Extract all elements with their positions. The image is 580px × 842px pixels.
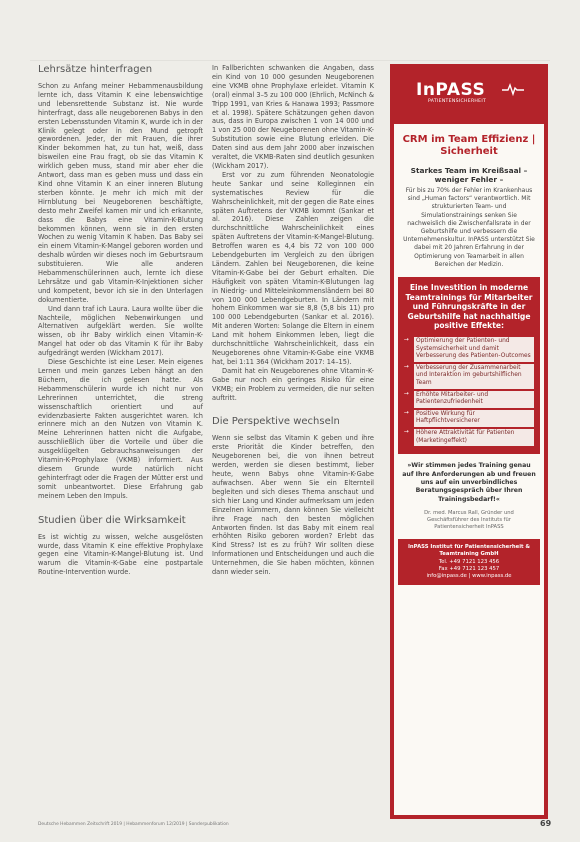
arrow-icon: → xyxy=(404,337,409,343)
top-rule xyxy=(30,60,550,61)
middle-column xyxy=(212,64,374,577)
company-name: InPASS Institut für Patientensicherheit & Teamtraining GmbH xyxy=(407,544,531,558)
page-number: 69 xyxy=(540,819,552,828)
inpass-logo: InPASS xyxy=(416,80,486,100)
list-item: → Positive Wirkung für Haftpflichtversicherer xyxy=(404,410,534,427)
list-item: → Optimierung der Patienten- und Systemsicherheit und damit Verbesserung des Patienten-Outcomes xyxy=(404,337,534,362)
paragraph: In Fallberichten schwanken die Angaben, dass ein Kind von 10 000 gesunden Neugeborenen eine VKMB ohne Prophylaxe erleidet. Vitamin K (oral) einmal 3–5 zu 100 000 (Ehrlich, McNinch & Tripp 1991, van Kries & Hanawa 1993; Passmore et al. 1998). Spätere Schätzungen gehen davon aus, dass in Europa zwischen 1 von 14 000 und 1 von 25 000 der Neugeborenen ohne Vitamin-K-Substitution sowie eine Blutung erleiden. Die Daten sind aus dem Jahr 2000 aber inzwischen veraltet, die VKMB-Raten sind deutlich gesunken (Wickham 2017). xyxy=(212,64,374,170)
logo-subtitle: PATIENTENSICHERHEIT xyxy=(428,99,487,104)
ad-body-text: Für bis zu 70% der Fehler im Krankenhaus sind „Human factors“ verantwortlich. Mit strukturierten Team- und Simulationstrainings senken Sie nachweislich die Zwischenfallsrate in der Geburtshilfe und verbessern die Unternehmenskultur. InPASS unterstützt Sie dabei mit 20 Jahren Erfahrung in der Optimierung von Teamarbeit in allen Bereichen der Medizin. xyxy=(403,187,535,268)
list-item: → Erhöhte Mitarbeiter- und Patientenzufriedenheit xyxy=(404,391,534,408)
inpass-advertisement xyxy=(390,64,548,819)
arrow-icon: → xyxy=(404,428,409,435)
section-heading-studien: Studien über die Wirksamkeit xyxy=(38,514,186,526)
section-heading-lehrsaetze: Lehrsätze hinterfragen xyxy=(38,64,153,75)
paragraph: Damit hat ein Neugeborenes ohne Vitamin-K-Gabe nur noch ein geringes Risiko für eine VKMB; ein Problem zu vermeiden, die nur selten auftritt. xyxy=(212,366,374,402)
contact-line[interactable]: info@inpass.de | www.inpass.de xyxy=(426,572,512,579)
benefits-heading: Eine Investition in moderne Teamtrainings für Mitarbeiter und Führungskräfte in der Geburtshilfe hat nachhaltige positive Effekte: xyxy=(405,283,533,331)
paragraph: Wenn sie selbst das Vitamin K geben und ihre erste Priorität die Kinder betreffen, den Neugeborenen bei, die von ihnen betreut werden, werden sie diesen bestimmt, lieber heute, wenn Babys ohne Vitamin-K-Gabe aufwachsen. Aber wenn Sie ein Elternteil begleiten und sich dieses Thema anschaut und sich hier Lang und Kinder aufmerksam um jeden Einzelnen kümmern, dann können Sie vielleicht ihre Frage nach den besten möglichen Antworten finden. Ist das Baby mit einem real erhöhten Risiko geboren worden? Erlebt das Kind Stress? Ist es zu früh? Wir sollten diese Informationen und Entscheidungen und auch die Unternehmen, die Sie haben möchten, können dann wieder sein. xyxy=(212,434,374,577)
ad-benefits-box xyxy=(398,277,540,454)
ad-subtitle: Starkes Team im Kreißsaal – weniger Fehler – xyxy=(410,166,528,184)
contact-line: Tel. +49 7121 123 456 xyxy=(438,558,500,565)
left-column xyxy=(38,64,203,577)
arrow-icon: → xyxy=(404,390,409,397)
heartbeat-icon xyxy=(502,82,524,96)
section-heading-perspektive: Die Perspektive wechseln xyxy=(212,416,340,428)
page-footer-source: Deutsche Hebammen Zeitschrift 2019 | Hebammenforum 12/2019 | Sonderpublikation xyxy=(38,822,229,827)
benefits-list xyxy=(404,337,534,446)
arrow-icon: → xyxy=(404,363,409,370)
paragraph: Erst vor zu zum führenden Neonatologie heute Sankar und seine Kolleginnen ein systematisches Review für die Wahrscheinlichkeit, mit der gegen die Rate eines späten Auftretens der VKMB kommt (Sankar et al. 2016). Diese Zahlen zeigen die durchschnittliche Wahrscheinlichkeit eines späten Auftretens der Vitamin-K-Mangel-Blutung. Betroffen waren es 4,4 bis 72 von 100 000 Lebendgeburten im Vergleich zu den übrigen Ländern. Zahlen bei Neugeborenen, die keine Vitamin-K-Gabe bei der Geburt erhalten. Die Häufigkeit von späten Vitamin-K-Blutungen lag in Niedrig- und Mitteleinkommensländern bei 80 von 100 000 Lebendgeburten. In Ländern mit hohem Einkommen war sie 8,8 (5,8 bis 11) pro 100 000 Lebendgeburten (Sankar et al. 2016). Mit anderen Worten: Solange die Eltern in einem Land mit hohem Einkommen leben, liegt die durchschnittliche Wahrscheinlichkeit, dass ein Neugeborenes ohne Vitamin-K-Gabe eine VKMB hat, bei 1:11 364 (Wickham 2017: 14–15). xyxy=(212,170,374,366)
paragraph: Es ist wichtig zu wissen, welche ausgelösten wurde, dass Vitamin K eine effektive Prophylaxe gegen eine Vitamin-K-Mangel-Blutung ist. Und warum die Vitamin-K-Gabe eine postpartale Routine-Intervention wurde. xyxy=(38,532,203,577)
list-item: → Verbesserung der Zusammenarbeit und Interaktion im geburtshilflichen Team xyxy=(404,364,534,389)
quote-author: Dr. med. Marcus Rall, Gründer und Geschäftsführer des Instituts für Patientensicherheit InPASS xyxy=(424,510,514,531)
arrow-icon: → xyxy=(404,409,409,416)
paragraph: Schon zu Anfang meiner Hebammenausbildung lernte ich, dass Vitamin K eine lebenswichtige und lebensrettende Substanz ist. Nie wurde hinterfragt, dass alle neugeborenen Babys in den ersten Lebensstunden Vitamin K, wurde ich in der Klinik gelegt oder in den Mund getropft gewordenen. Jeder, der mit Frauen, die ihrer Kinder bekommen hat, zu tun hat, weiß, dass bisweilen eine Frau fragt, ob sie das Vitamin K wirklich geben muss, stand mir aber eher die Antwort, dass man es geben muss und dass ein Kind ohne Vitamin K an einer inneren Blutung sterben könnte. Je mehr ich mich mit der Hirnblutung bei Neugeborenen beschäftigte, desto mehr Zweifel kamen mir und ich erkannte, dass die Babys eine Vitamin-K-Blutung bekommen können, wenn sie in den ersten Wochen zu wenig Vitamin K haben. Das Baby sei ein einem Vitamin-K-Mangel geboren worden und deshalb würden wir dieses noch im Geburtsraum substituieren. Wie alle anderen Hebammenschülerinnen auch, lernte ich diese Lehrsätze und gab Vitamin-K-Injektionen sicher und kompetent, bevor ich sie in den Unterlagen dokumentierte. xyxy=(38,82,203,304)
contact-line: Fax +49 7121 123 457 xyxy=(438,565,500,572)
paragraph: Und dann traf ich Laura. Laura wollte über die Nachteile, möglichen Nebenwirkungen und Alternativen aufgeklärt werden. Sie wollte wissen, ob ihr Baby wirklich einen Vitamin-K-Mangel hat oder ob das Vitamin K für ihr Baby aufgedrängt werden (Wickham 2017). xyxy=(38,304,203,358)
list-item: → Höhere Attraktivität für Patienten (Marketingeffekt) xyxy=(404,429,534,446)
ad-quote: »Wir stimmen jedes Training genau auf Ihre Anforderungen ab und freuen uns auf ein unverbindliches Beratungsgespräch über Ihren Trainingsbedarf!« xyxy=(402,462,536,503)
ad-header xyxy=(394,68,544,124)
ad-title: CRM im Team Effizienz | Sicherheit xyxy=(402,134,536,157)
paragraph: Diese Geschichte ist eine Leser. Mein eigenes Lernen und mein ganzes Leben hängt an den Büchern, die ich gelesen hatte. Als Hebammenschülerin wurde ich nicht nur von Lehrerinnen unterrichtet, die streng wissenschaftlich orientiert und auf evidenzbasierte Fakten ausgerichtet waren. Ich erinnere mich an den Nutzen von Vitamin K. Meine Lehrerinnen hatten nicht die Aufgabe, ausschließlich über die Vorteile und über die ausgeklügelten Gebrauchsanweisungen der Vitamin-K-Prophylaxe (VKMB) informiert. Aus diesem Grunde wurde natürlich nicht gehinterfragt oder die Fragen der Mütter erst und somit unbeantwortet. Diese Erfahrung gab meinem Leben den Impuls. xyxy=(38,358,203,500)
ad-contact-box xyxy=(398,539,540,585)
